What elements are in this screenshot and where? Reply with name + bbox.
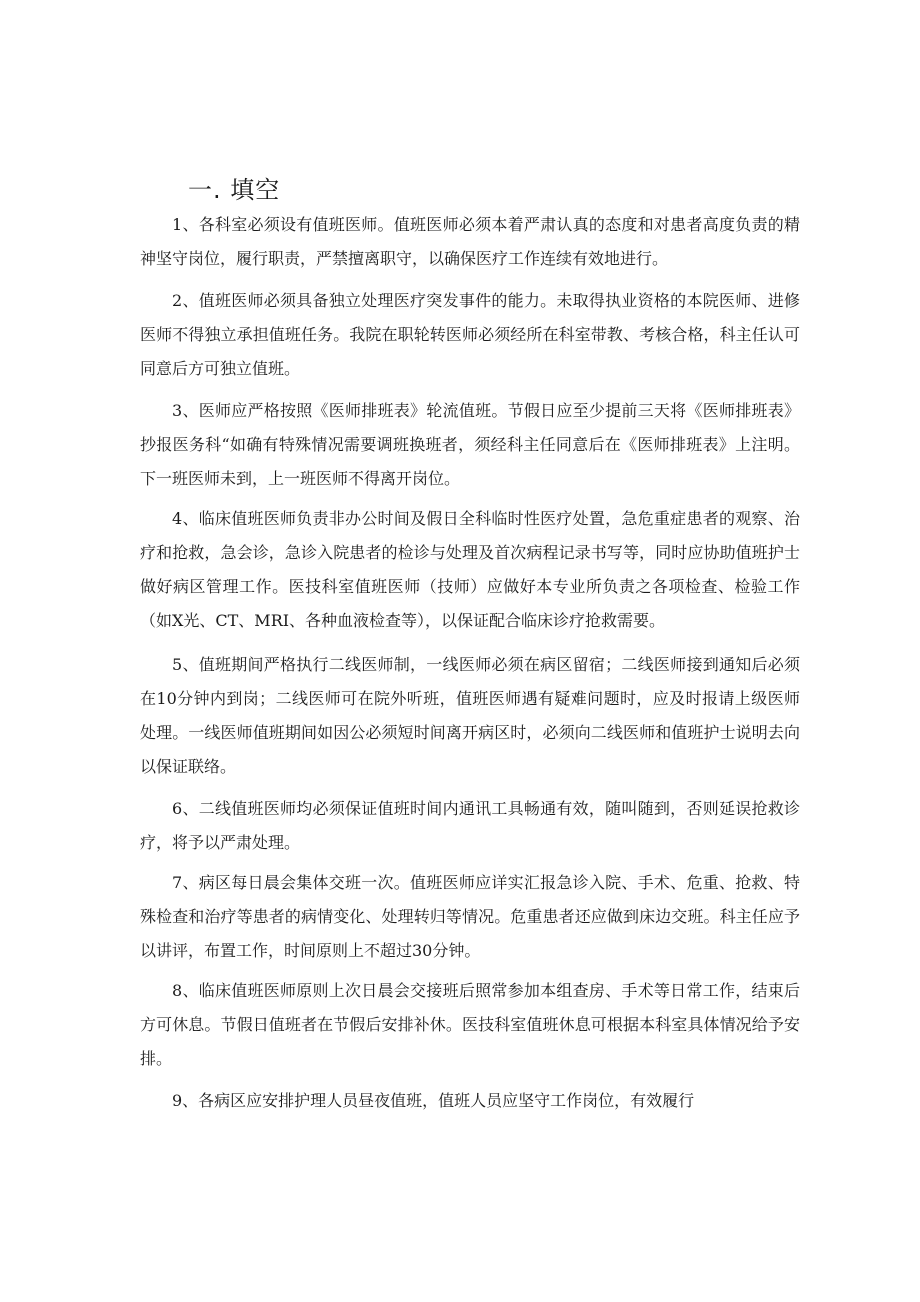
paragraph-8: 8、临床值班医师原则上次日晨会交接班后照常参加本组查房、手术等日常工作，结束后方可休息。节假日值班者在节假后安排补休。医技科室值班休息可根据本科室具体情况给予安排。	[140, 981, 800, 1068]
section-heading: 一. 填空	[188, 176, 281, 204]
paragraph-2: 2、值班医师必须具备独立处理医疗突发事件的能力。未取得执业资格的本院医师、进修医师不得独立承担值班任务。我院在职轮转医师必须经所在科室带教、考核合格，科主任认可同意后方可独立值班。	[140, 291, 800, 378]
paragraph-1: 1、各科室必须设有值班医师。值班医师必须本着严肃认真的态度和对患者高度负责的精神坚守岗位，履行职责，严禁擅离职守，以确保医疗工作连续有效地进行。	[140, 215, 800, 268]
paragraph-9: 9、各病区应安排护理人员昼夜值班，值班人员应坚守工作岗位，有效履行	[172, 1091, 695, 1110]
paragraph-4: 4、临床值班医师负责非办公时间及假日全科临时性医疗处置，急危重症患者的观察、治疗和抢救，急会诊，急诊入院患者的检诊与处理及首次病程记录书写等，同时应协助值班护士做好病区管理工作。医技科室值班医师（技师）应做好本专业所负责之各项检查、检验工作（如X光、CT、MRI、各种血液检查等），以保证配合临床诊疗抢救需要。	[140, 509, 800, 630]
paragraph-5: 5、值班期间严格执行二线医师制，一线医师必须在病区留宿；二线医师接到通知后必须在10分钟内到岗；二线医师可在院外听班，值班医师遇有疑难问题时，应及时报请上级医师处理。一线医师值班期间如因公必须短时间离开病区时，必须向二线医师和值班护士说明去向以保证联络。	[140, 655, 800, 776]
paragraph-7: 7、病区每日晨会集体交班一次。值班医师应详实汇报急诊入院、手术、危重、抢救、特殊检查和治疗等患者的病情变化、处理转归等情况。危重患者还应做到床边交班。科主任应予以讲评，布置工作，时间原则上不超过30分钟。	[140, 873, 800, 960]
paragraph-3: 3、医师应严格按照《医师排班表》轮流值班。节假日应至少提前三天将《医师排班表》抄报医务科“如确有特殊情况需要调班换班者，须经科主任同意后在《医师排班表》上注明。下一班医师未到，上一班医师不得离开岗位。	[140, 401, 800, 488]
paragraph-6: 6、二线值班医师均必须保证值班时间内通讯工具畅通有效，随叫随到，否则延误抢救诊疗，将予以严肃处理。	[140, 799, 800, 852]
